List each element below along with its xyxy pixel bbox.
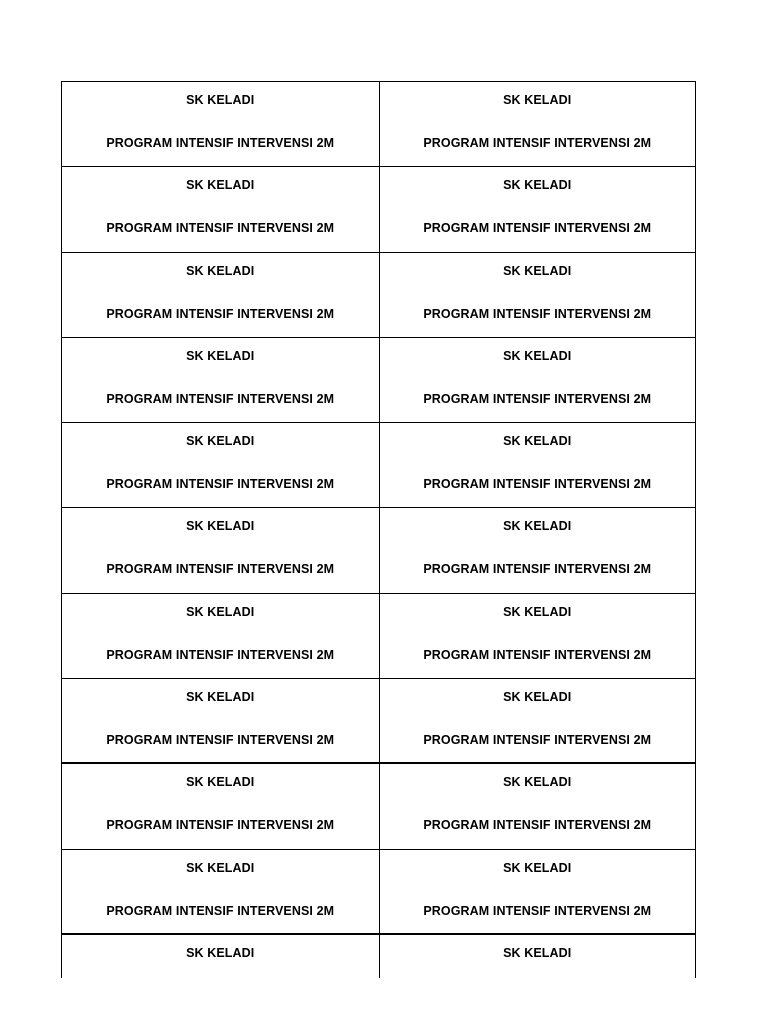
label-cell: [61, 82, 379, 166]
label-row: [61, 253, 696, 338]
label-row: [61, 338, 696, 423]
school-name: SK KELADI: [186, 945, 255, 960]
label-sheet: [61, 81, 696, 978]
label-cell: [61, 508, 379, 592]
program-name: PROGRAM INTENSIF INTERVENSI 2M: [106, 562, 335, 577]
program-name: PROGRAM INTENSIF INTERVENSI 2M: [106, 136, 335, 150]
label-cell: [379, 423, 697, 507]
program-name: PROGRAM INTENSIF INTERVENSI 2M: [423, 136, 652, 150]
program-name: PROGRAM INTENSIF INTERVENSI 2M: [106, 477, 335, 492]
label-cell: [379, 167, 697, 251]
label-row: [61, 508, 696, 593]
school-name: SK KELADI: [503, 775, 572, 790]
program-name: PROGRAM INTENSIF INTERVENSI 2M: [106, 903, 335, 918]
school-name: SK KELADI: [186, 178, 255, 193]
school-name: SK KELADI: [186, 93, 255, 107]
label-cell: [61, 167, 379, 251]
label-cell: [379, 338, 697, 422]
label-cell: [379, 764, 697, 848]
program-name: PROGRAM INTENSIF INTERVENSI 2M: [423, 221, 652, 236]
school-name: SK KELADI: [503, 690, 572, 705]
label-cell: [61, 679, 379, 762]
label-cell: [379, 935, 697, 978]
school-name: SK KELADI: [186, 860, 255, 875]
school-name: SK KELADI: [186, 775, 255, 790]
school-name: SK KELADI: [503, 263, 572, 278]
school-name: SK KELADI: [186, 604, 255, 619]
school-name: SK KELADI: [503, 519, 572, 534]
school-name: SK KELADI: [186, 348, 255, 363]
school-name: SK KELADI: [503, 348, 572, 363]
label-cell: [61, 423, 379, 507]
program-name: PROGRAM INTENSIF INTERVENSI 2M: [423, 477, 652, 492]
program-name: PROGRAM INTENSIF INTERVENSI 2M: [423, 818, 652, 833]
school-name: SK KELADI: [503, 604, 572, 619]
program-name: PROGRAM INTENSIF INTERVENSI 2M: [423, 562, 652, 577]
label-row: [61, 594, 696, 679]
label-cell: [379, 594, 697, 678]
program-name: PROGRAM INTENSIF INTERVENSI 2M: [423, 306, 652, 321]
school-name: SK KELADI: [186, 690, 255, 705]
program-name: PROGRAM INTENSIF INTERVENSI 2M: [106, 221, 335, 236]
school-name: SK KELADI: [186, 263, 255, 278]
program-name: PROGRAM INTENSIF INTERVENSI 2M: [423, 903, 652, 918]
label-cell: [61, 764, 379, 848]
program-name: PROGRAM INTENSIF INTERVENSI 2M: [106, 306, 335, 321]
label-cell: [379, 82, 697, 166]
school-name: SK KELADI: [186, 519, 255, 534]
label-cell: [61, 594, 379, 678]
school-name: SK KELADI: [503, 860, 572, 875]
program-name: PROGRAM INTENSIF INTERVENSI 2M: [423, 647, 652, 662]
program-name: PROGRAM INTENSIF INTERVENSI 2M: [106, 391, 335, 406]
label-row: [61, 850, 696, 935]
program-name: PROGRAM INTENSIF INTERVENSI 2M: [106, 647, 335, 662]
label-row: [61, 935, 696, 978]
label-cell: [61, 338, 379, 422]
label-row: [61, 423, 696, 508]
label-row: [61, 679, 696, 764]
school-name: SK KELADI: [503, 945, 572, 960]
label-row: [61, 82, 696, 167]
school-name: SK KELADI: [503, 434, 572, 449]
label-cell: [379, 253, 697, 337]
school-name: SK KELADI: [186, 434, 255, 449]
label-cell: [379, 679, 697, 762]
program-name: PROGRAM INTENSIF INTERVENSI 2M: [106, 818, 335, 833]
label-cell: [61, 935, 379, 978]
label-cell: [379, 508, 697, 592]
label-row: [61, 167, 696, 252]
label-cell: [61, 850, 379, 933]
program-name: PROGRAM INTENSIF INTERVENSI 2M: [106, 733, 335, 748]
program-name: PROGRAM INTENSIF INTERVENSI 2M: [423, 391, 652, 406]
school-name: SK KELADI: [503, 178, 572, 193]
label-cell: [61, 253, 379, 337]
program-name: PROGRAM INTENSIF INTERVENSI 2M: [423, 733, 652, 748]
school-name: SK KELADI: [503, 93, 572, 107]
label-cell: [379, 850, 697, 933]
label-row: [61, 764, 696, 849]
